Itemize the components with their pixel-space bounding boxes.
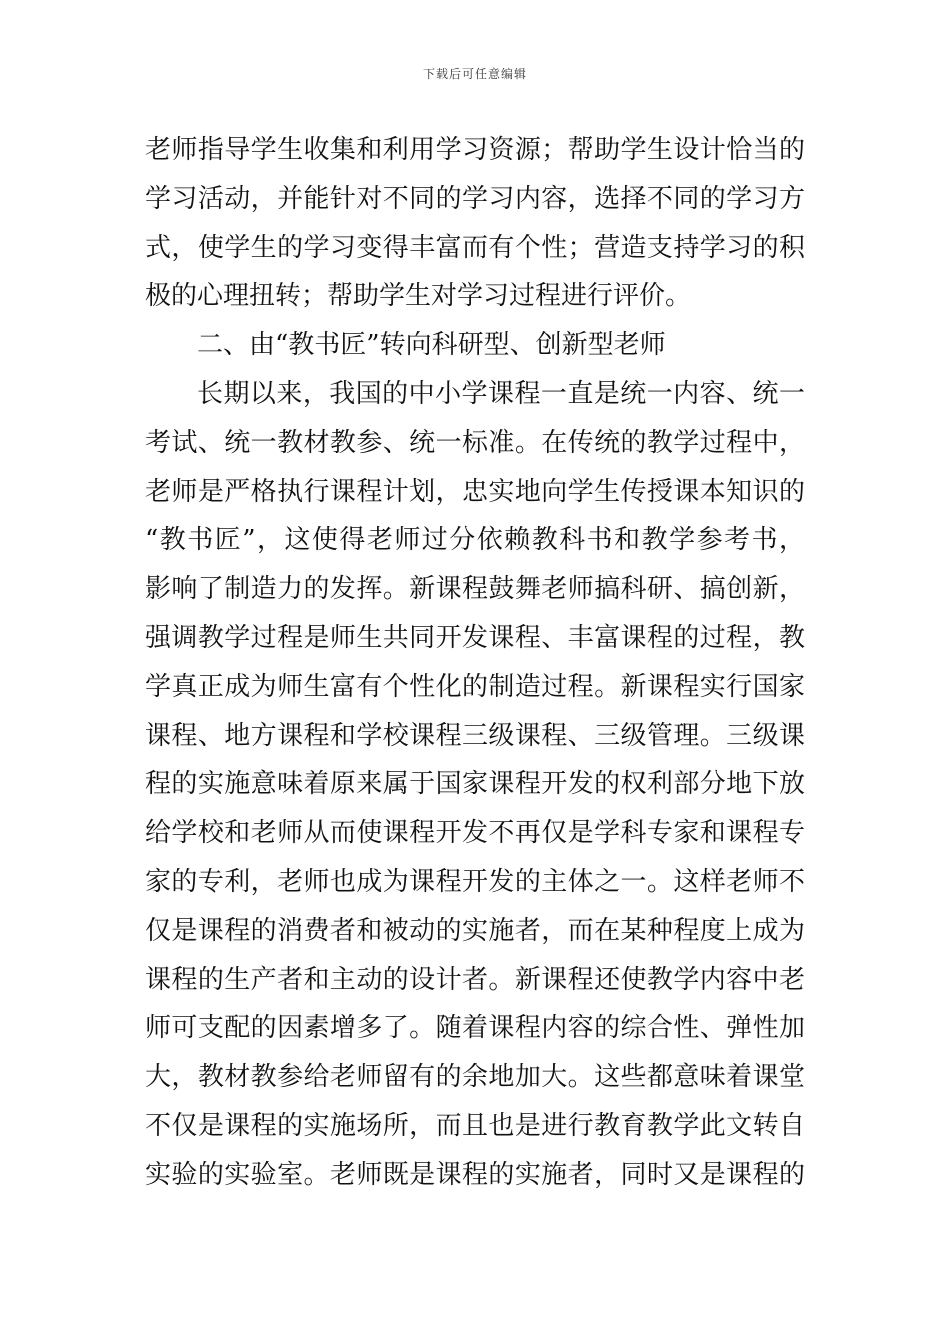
- text-line: 影响了制造力的发挥。新课程鼓舞老师搞科研、搞创新，: [145, 574, 805, 605]
- text-line: 学习活动，并能针对不同的学习内容，选择不同的学习方: [145, 183, 805, 214]
- text-line: 仅是课程的消费者和被动的实施者，而在某种程度上成为: [145, 915, 805, 946]
- section-heading: 二、由“教书匠”转向科研型、创新型老师: [197, 330, 666, 361]
- text-line: 学真正成为师生富有个性化的制造过程。新课程实行国家: [145, 671, 805, 702]
- text-line: 老师指导学生收集和利用学习资源；帮助学生设计恰当的: [145, 135, 805, 165]
- text-line: 老师是严格执行课程计划，忠实地向学生传授课本知识的: [145, 476, 805, 507]
- text-line: 课程、地方课程和学校课程三级课程、三级管理。三级课: [145, 720, 805, 751]
- text-line: 给学校和老师从而使课程开发不再仅是学科专家和课程专: [145, 818, 805, 849]
- text-line: 实验的实验室。老师既是课程的实施者，同时又是课程的: [145, 1159, 805, 1190]
- text-line: “教书匠”，这使得老师过分依赖教科书和教学参考书，: [145, 525, 805, 556]
- text-line: 家的专利，老师也成为课程开发的主体之一。这样老师不: [145, 866, 805, 897]
- text-line: 强调教学过程是师生共同开发课程、丰富课程的过程，教: [145, 622, 805, 653]
- text-line: 不仅是课程的实施场所，而且也是进行教育教学此文转自: [145, 1110, 805, 1141]
- page-header: 下载后可任意编辑: [422, 67, 527, 81]
- text-line: 长期以来，我国的中小学课程一直是统一内容、统一: [197, 378, 805, 409]
- text-line: 式，使学生的学习变得丰富而有个性；营造支持学习的积: [145, 232, 805, 263]
- body-text: [145, 126, 805, 1200]
- text-line: 大，教材教参给老师留有的余地加大。这些都意味着课堂: [145, 1062, 805, 1093]
- text-line: 考试、统一教材教参、统一标准。在传统的教学过程中，: [145, 427, 805, 458]
- text-line: 极的心理扭转；帮助学生对学习过程进行评价。: [145, 281, 692, 312]
- text-line: 课程的生产者和主动的设计者。新课程还使教学内容中老: [145, 964, 805, 995]
- text-line: 师可支配的因素增多了。随着课程内容的综合性、弹性加: [145, 1013, 805, 1044]
- text-line: 程的实施意味着原来属于国家课程开发的权利部分地下放: [145, 769, 805, 800]
